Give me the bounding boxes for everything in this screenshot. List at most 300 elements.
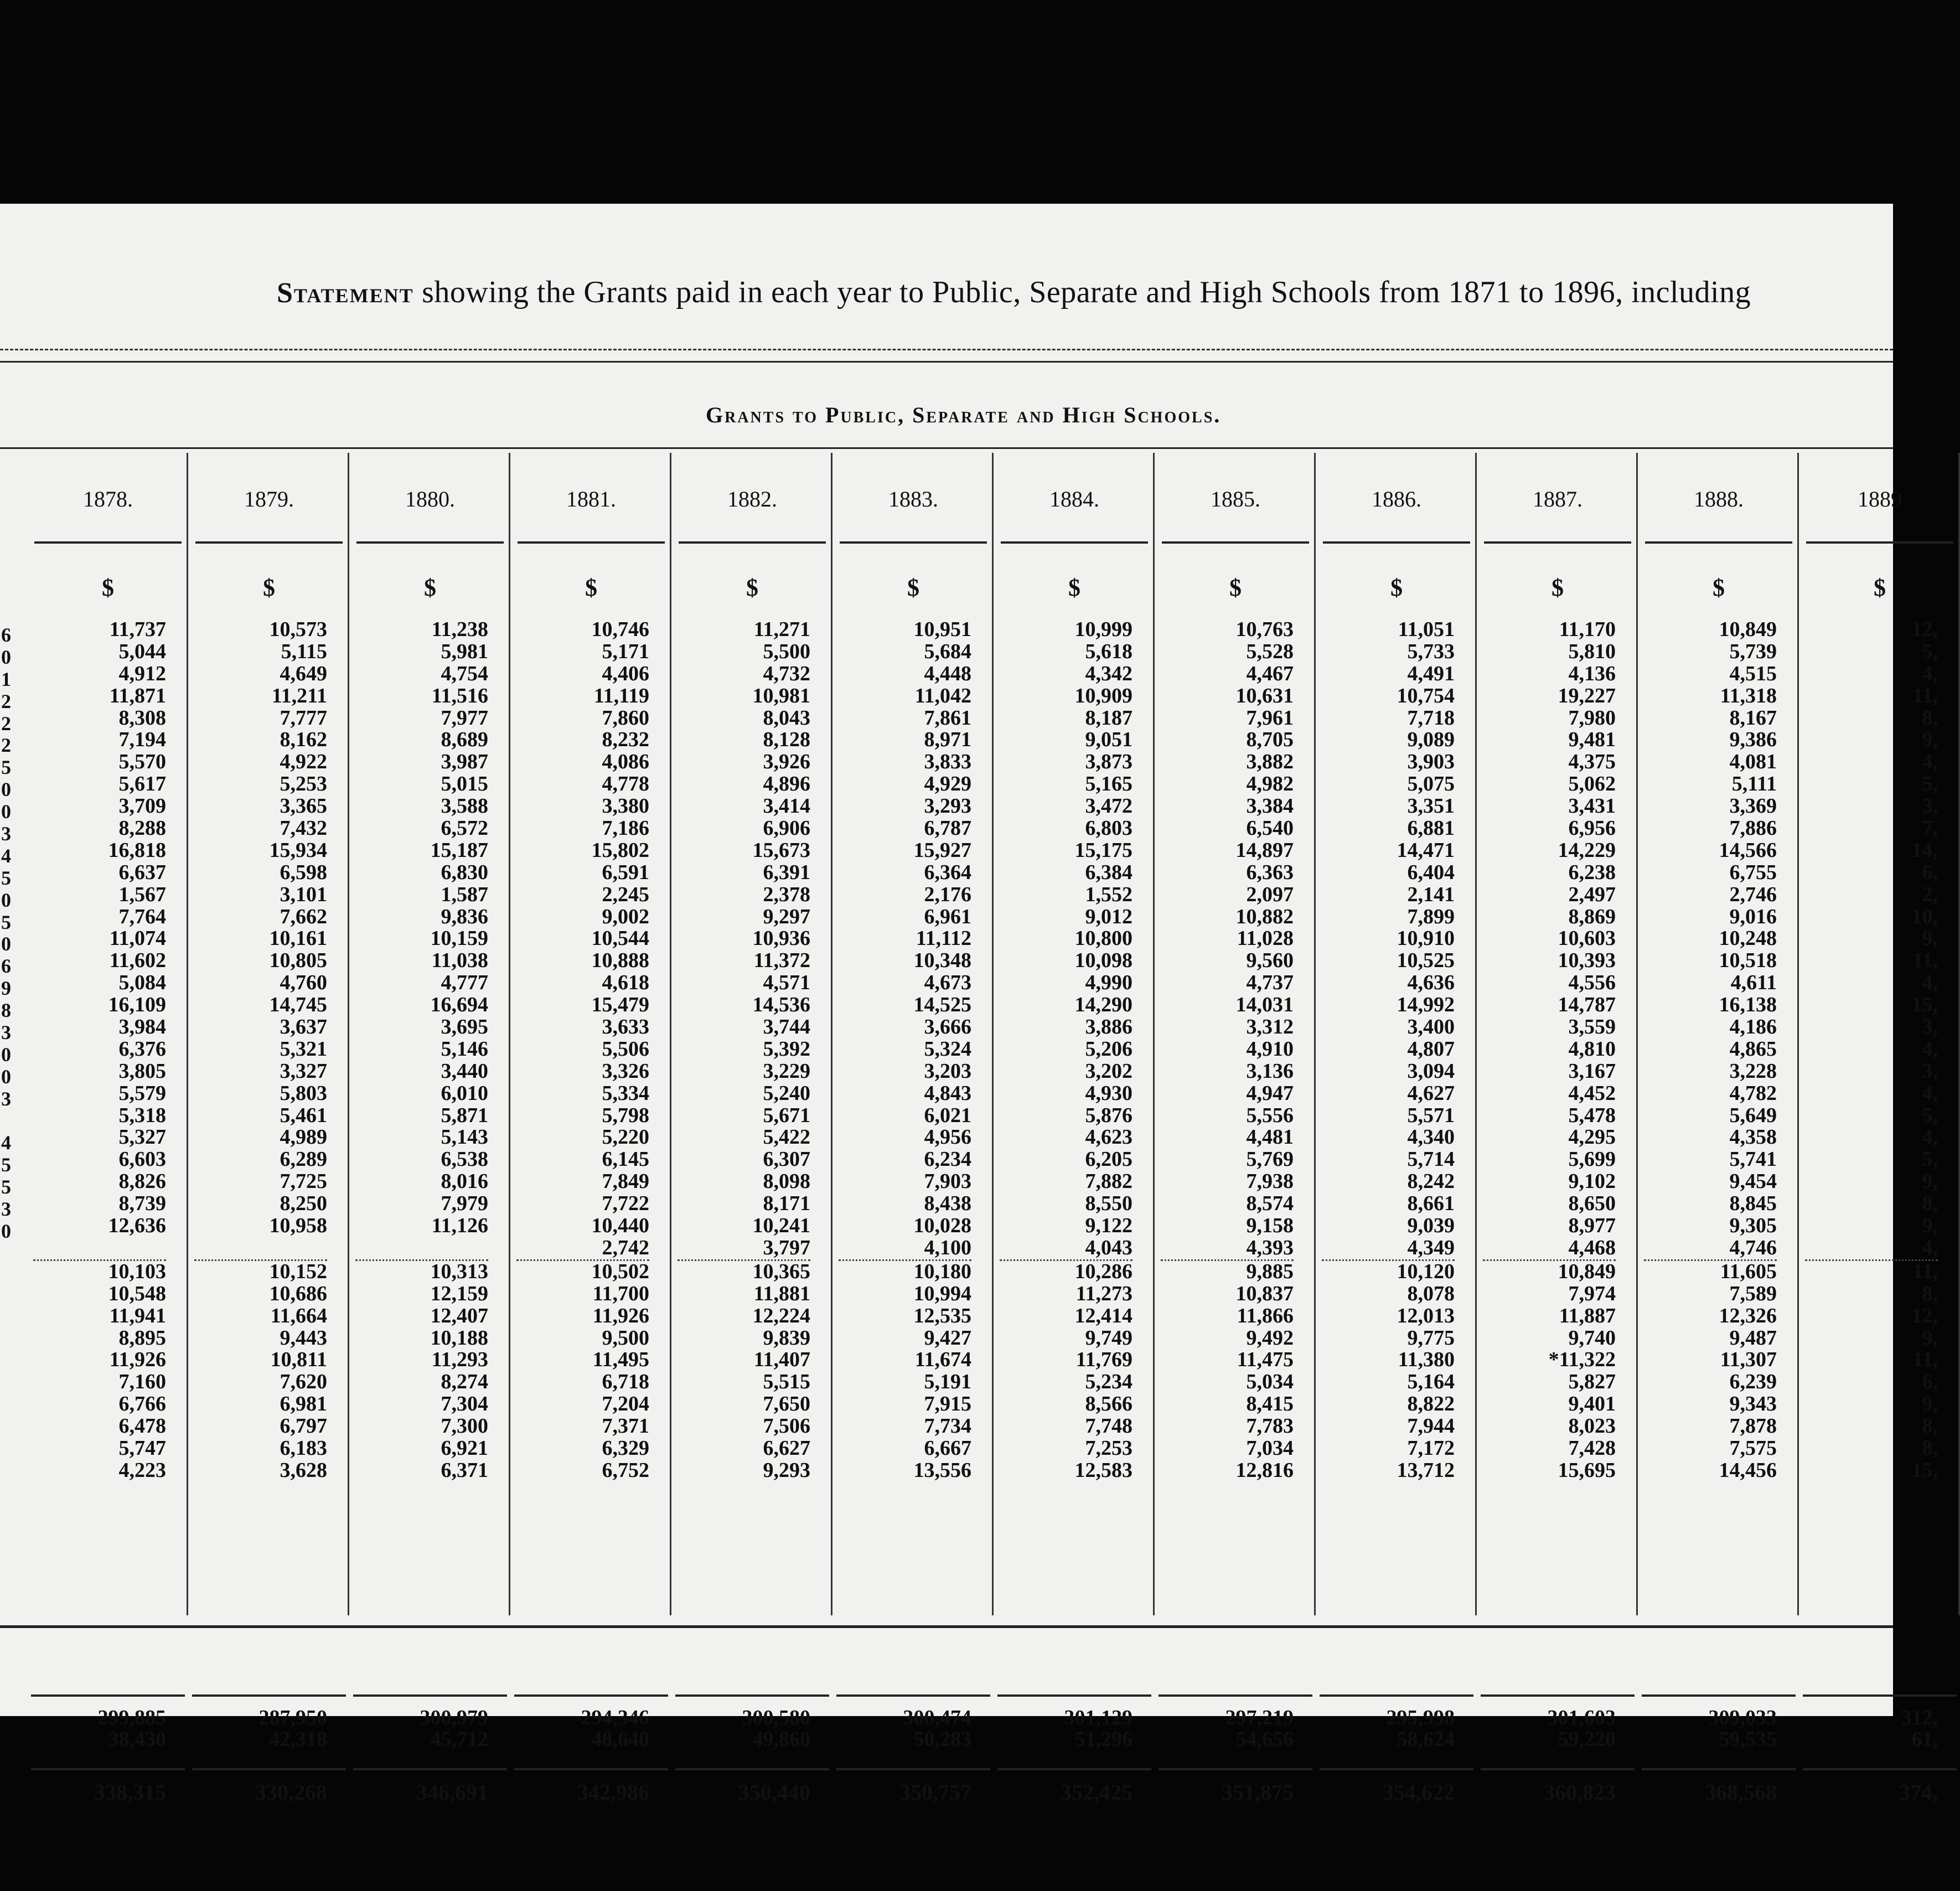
subtotal-value: 38,430	[108, 1728, 166, 1751]
grant-value: 5,165	[1085, 772, 1132, 796]
grant-value: 12,414	[1074, 1304, 1132, 1327]
grant-value: 10,152	[194, 1259, 327, 1283]
grant-value: 2,497	[1568, 882, 1616, 906]
grant-value: 6,234	[924, 1148, 971, 1171]
grant-value: 4,810	[1568, 1037, 1616, 1061]
grant-value: 6,627	[763, 1436, 810, 1460]
grant-value: 10,994	[913, 1282, 971, 1305]
grant-value: 8,	[1922, 706, 1938, 730]
grant-value: 3,327	[280, 1059, 327, 1083]
grant-value: 7,650	[763, 1392, 810, 1416]
grant-value: *11,322	[1548, 1348, 1616, 1372]
grant-value: 10,573	[269, 618, 327, 641]
grant-value: 3,633	[602, 1015, 649, 1039]
statement-title	[277, 275, 1915, 310]
grant-value: 4,623	[1085, 1125, 1132, 1149]
left-fragment: 1	[1, 668, 11, 690]
grant-value: 6,	[1922, 860, 1938, 884]
grant-value: 5,671	[763, 1103, 810, 1127]
grant-value: 3,559	[1568, 1015, 1616, 1039]
grant-value: 7,186	[602, 817, 649, 840]
grant-value: 5,075	[1407, 772, 1455, 796]
grant-value: 12,816	[1235, 1458, 1294, 1482]
grant-value: 4,375	[1568, 750, 1616, 774]
grant-value: 11,273	[1075, 1282, 1132, 1305]
grant-value: 5,084	[118, 971, 166, 995]
grant-value: 4,515	[1729, 662, 1777, 685]
grant-value: 10,098	[1074, 949, 1132, 973]
dollar-sign: $	[1874, 574, 1886, 601]
grant-value: 14,787	[1558, 993, 1616, 1017]
grant-value: 5,	[1922, 772, 1938, 796]
column-divider	[1475, 453, 1477, 1615]
grant-value: 4,467	[1246, 662, 1294, 685]
grant-value: 13,556	[913, 1458, 971, 1482]
grant-value: 8,308	[118, 706, 166, 730]
grand-total-rule	[836, 1768, 990, 1770]
grant-value: 9,002	[602, 905, 649, 928]
subtotal-value: 295,998	[1386, 1706, 1455, 1729]
grant-value: 8,971	[924, 728, 971, 752]
grant-value: 8,171	[763, 1192, 810, 1216]
header-rule	[0, 447, 1893, 449]
grant-value: 7,944	[1407, 1414, 1455, 1438]
left-edge-fragments	[0, 624, 11, 1243]
totals-rule	[1803, 1694, 1957, 1697]
grant-value: 5,115	[281, 639, 327, 663]
grant-value: 10,161	[269, 927, 327, 950]
subtotal-value: 297,219	[1225, 1706, 1294, 1729]
grant-value: 7,915	[924, 1392, 971, 1416]
grant-value: 12,583	[1074, 1458, 1132, 1482]
grant-value: 10,686	[269, 1282, 327, 1305]
grant-value: 12,	[1911, 1304, 1938, 1327]
grant-value: 9,839	[763, 1326, 810, 1350]
grant-value: 19,227	[1558, 684, 1616, 707]
grant-value: 8,098	[763, 1170, 810, 1194]
grant-value: 15,695	[1558, 1458, 1616, 1482]
subtotal-value: 58,624	[1397, 1728, 1455, 1751]
grant-value: 4,	[1922, 1236, 1938, 1259]
grant-value: 9,443	[280, 1326, 327, 1350]
grant-value: 3,293	[924, 794, 971, 818]
totals-rule	[514, 1694, 668, 1697]
grant-value: 11,	[1912, 949, 1938, 973]
grant-value: 10,241	[752, 1214, 810, 1238]
grant-value: 10,188	[430, 1326, 488, 1350]
grant-value: 11,866	[1237, 1304, 1294, 1327]
grant-value: 5,827	[1568, 1370, 1616, 1394]
grant-value: 5,506	[602, 1037, 649, 1061]
grant-value: 5,062	[1568, 772, 1616, 796]
grand-total: 342,986	[577, 1780, 649, 1805]
grant-value: 5,617	[118, 772, 166, 796]
grant-value: 4,910	[1246, 1037, 1294, 1061]
grant-value: 9,401	[1568, 1392, 1616, 1416]
grant-value: 11,407	[753, 1348, 810, 1372]
grant-value: 16,694	[430, 993, 488, 1017]
left-fragment: 0	[1, 800, 11, 823]
grant-value: 4,393	[1246, 1236, 1294, 1259]
grant-value: 10,849	[1483, 1259, 1616, 1283]
column-divider	[509, 453, 510, 1615]
subtotals	[355, 1707, 488, 1750]
left-fragment: 3	[1, 1198, 11, 1221]
grant-value: 3,414	[763, 794, 810, 818]
left-fragment: 2	[1, 712, 11, 735]
title-rule-dashed	[0, 349, 1893, 350]
grant-value: 8,415	[1246, 1392, 1294, 1416]
dollar-sign: $	[424, 574, 436, 601]
grant-value: 6,238	[1568, 860, 1616, 884]
grant-value: 6,239	[1729, 1370, 1777, 1394]
grant-value: 1,587	[441, 882, 488, 906]
grant-value: 7,432	[280, 817, 327, 840]
grant-value: 3,312	[1246, 1015, 1294, 1039]
grant-value: 8,650	[1568, 1192, 1616, 1216]
grant-value: 8,023	[1568, 1414, 1616, 1438]
grand-total-rule	[1481, 1768, 1635, 1770]
grant-value: 3,695	[441, 1015, 488, 1039]
left-fragment: 0	[1, 1043, 11, 1066]
grant-value: 8,187	[1085, 706, 1132, 730]
title-rule	[0, 361, 1893, 363]
totals-rule	[1159, 1694, 1312, 1697]
grant-value: 6,752	[602, 1458, 649, 1482]
grant-value: 4,737	[1246, 971, 1294, 995]
grant-value: 9,386	[1729, 728, 1777, 752]
left-fragment: 3	[1, 823, 11, 845]
grant-value: 5,	[1922, 639, 1938, 663]
grant-value: 11,372	[753, 949, 810, 973]
grant-value: 4,807	[1407, 1037, 1455, 1061]
left-fragment: 0	[1, 888, 11, 911]
year-header: 1884.	[1049, 487, 1099, 512]
grant-value: 3,926	[763, 750, 810, 774]
grant-value: 4,556	[1568, 971, 1616, 995]
grant-value: 6,289	[280, 1148, 327, 1171]
left-fragment: 3	[1, 1021, 11, 1044]
grant-value: 10,910	[1397, 927, 1455, 950]
grant-values	[33, 619, 166, 1482]
subtotal-value: 42,318	[269, 1728, 327, 1751]
grant-value: 11,495	[592, 1348, 649, 1372]
grant-value: 11,674	[914, 1348, 971, 1372]
totals-rule	[675, 1694, 829, 1697]
subtotal-value: 309,033	[1708, 1706, 1777, 1729]
grand-total: 351,875	[1222, 1780, 1294, 1805]
grant-value: 5,422	[763, 1125, 810, 1149]
grant-values	[1644, 619, 1777, 1482]
left-fragment: 9	[1, 977, 11, 1000]
subtotal-value: 299,885	[97, 1706, 166, 1729]
grant-value: 3,202	[1085, 1059, 1132, 1083]
grant-value: 7,882	[1085, 1170, 1132, 1194]
grant-value: 10,603	[1558, 927, 1616, 950]
subtotal-value: 51,296	[1074, 1728, 1132, 1751]
grant-value: 4,	[1922, 750, 1938, 774]
grant-value: 7,849	[602, 1170, 649, 1194]
grant-value: 9,293	[763, 1458, 810, 1482]
grant-value: 11,664	[270, 1304, 327, 1327]
year-header: 1878.	[83, 487, 133, 512]
subtotals	[1000, 1707, 1132, 1750]
grant-value: 7,300	[441, 1414, 488, 1438]
grant-value: 4,618	[602, 971, 649, 995]
grant-value: 15,479	[591, 993, 649, 1017]
grant-value: 8,	[1922, 1414, 1938, 1438]
grant-value: 10,631	[1235, 684, 1294, 707]
grant-value: 11,926	[592, 1304, 649, 1327]
grant-value: 8,895	[118, 1326, 166, 1350]
grant-value: 3,	[1922, 1059, 1938, 1083]
grant-value: 3,984	[118, 1015, 166, 1039]
grant-value: 3,805	[118, 1059, 166, 1083]
grant-value: 6,830	[441, 860, 488, 884]
grant-value: 2,176	[924, 882, 971, 906]
grant-value: 3,400	[1407, 1015, 1455, 1039]
grant-value: 8,869	[1568, 905, 1616, 928]
grant-value: 4,406	[602, 662, 649, 685]
grant-value: 8,977	[1568, 1214, 1616, 1238]
subtotal-value: 59,535	[1719, 1728, 1777, 1751]
grant-value: 8,128	[763, 728, 810, 752]
dollar-sign: $	[1229, 574, 1242, 601]
grant-value: 3,136	[1246, 1059, 1294, 1083]
left-fragment: 5	[1, 756, 11, 779]
grant-value: 7,980	[1568, 706, 1616, 730]
grant-value: 5,191	[924, 1370, 971, 1394]
grant-value: 6,384	[1085, 860, 1132, 884]
grant-value: 10,	[1911, 905, 1938, 928]
grant-value: 11,238	[431, 618, 488, 641]
subtotal-value: 287,950	[258, 1706, 327, 1729]
grant-value: 4,043	[1085, 1236, 1132, 1259]
grant-value: 5,981	[441, 639, 488, 663]
grant-value: 11,516	[431, 684, 488, 707]
year-header: 1885.	[1211, 487, 1260, 512]
year-header: 1881.	[566, 487, 616, 512]
grant-value: 8,822	[1407, 1392, 1455, 1416]
left-fragment: 6	[1, 955, 11, 978]
grant-value: 7,172	[1407, 1436, 1455, 1460]
grant-value: 9,343	[1729, 1392, 1777, 1416]
grant-value: 5,206	[1085, 1037, 1132, 1061]
grant-value: 7,034	[1246, 1436, 1294, 1460]
grant-value: 11,170	[1559, 618, 1616, 641]
grant-value: 14,566	[1719, 838, 1777, 862]
year-header: 1886.	[1372, 487, 1421, 512]
grant-value: 5,570	[118, 750, 166, 774]
grand-total-rule	[675, 1768, 829, 1770]
year-header: 1889	[1858, 487, 1902, 512]
grant-value: 11,	[1805, 1259, 1938, 1283]
year-rule	[1001, 541, 1148, 544]
grant-value: 8,078	[1407, 1282, 1455, 1305]
grant-value: 4,843	[924, 1081, 971, 1105]
grant-value: 3,351	[1407, 794, 1455, 818]
grant-value: 11,605	[1644, 1259, 1777, 1283]
grant-value: 3,744	[763, 1015, 810, 1039]
grant-value: 9,122	[1085, 1214, 1132, 1238]
grant-value: 10,999	[1074, 618, 1132, 641]
grand-total-rule	[192, 1768, 346, 1770]
grant-value: 2,245	[602, 882, 649, 906]
grant-value: 8,167	[1729, 706, 1777, 730]
grant-value: 6,956	[1568, 817, 1616, 840]
grant-value: 7,428	[1568, 1436, 1616, 1460]
grant-value: 9,481	[1568, 728, 1616, 752]
left-fragment: 5	[1, 1176, 11, 1198]
grant-value: 5,769	[1246, 1148, 1294, 1171]
grant-value: 9,749	[1085, 1326, 1132, 1350]
subtotal-value: 294,346	[581, 1706, 649, 1729]
subtotals	[1161, 1707, 1294, 1750]
grant-value: 4,481	[1246, 1125, 1294, 1149]
grant-value: 10,800	[1074, 927, 1132, 950]
grant-value: 4,673	[924, 971, 971, 995]
grant-value: 6,	[1922, 1370, 1938, 1394]
grant-value: 9,454	[1729, 1170, 1777, 1194]
grant-value: 9,500	[602, 1326, 649, 1350]
subtotals	[678, 1707, 810, 1750]
grand-total: 346,691	[416, 1780, 488, 1805]
grant-value: 5,810	[1568, 639, 1616, 663]
left-fragment: 2	[1, 734, 11, 757]
subtotal-value: 59,220	[1558, 1728, 1616, 1751]
grant-value: 6,981	[280, 1392, 327, 1416]
grant-value: 10,548	[108, 1282, 166, 1305]
grant-value: 9,492	[1246, 1326, 1294, 1350]
grant-value: 5,556	[1246, 1103, 1294, 1127]
grant-value: 8,550	[1085, 1192, 1132, 1216]
grant-value: 14,745	[269, 993, 327, 1017]
grant-value: 7,589	[1729, 1282, 1777, 1305]
grant-value: 14,992	[1397, 993, 1455, 1017]
grant-value: 4,342	[1085, 662, 1132, 685]
grant-value: 5,871	[441, 1103, 488, 1127]
grant-value: 4,627	[1407, 1081, 1455, 1105]
grant-value: 5,618	[1085, 639, 1132, 663]
grant-value: 9,	[1922, 1392, 1938, 1416]
subtotal-value: 300,979	[420, 1706, 488, 1729]
grand-total-rule	[1159, 1768, 1312, 1770]
grand-total: 354,622	[1383, 1780, 1455, 1805]
grant-value: 14,536	[752, 993, 810, 1017]
grant-value: 5,146	[441, 1037, 488, 1061]
grant-value: 8,	[1922, 1192, 1938, 1216]
grant-value: 5,253	[280, 772, 327, 796]
grant-value: 4,865	[1729, 1037, 1777, 1061]
grant-value: 9,	[1922, 1214, 1938, 1238]
grant-value: 12,636	[108, 1214, 166, 1238]
grant-value: 4,340	[1407, 1125, 1455, 1149]
year-rule	[1323, 541, 1470, 544]
grant-value: 11,074	[109, 927, 166, 950]
grant-value: 6,598	[280, 860, 327, 884]
grant-value: 3,833	[924, 750, 971, 774]
grant-value: 4,922	[280, 750, 327, 774]
grant-value: 14,031	[1235, 993, 1294, 1017]
grant-value: 4,	[1922, 1037, 1938, 1061]
grant-value: 10,951	[913, 618, 971, 641]
grant-value: 8,232	[602, 728, 649, 752]
grant-value: 10,348	[913, 949, 971, 973]
grant-value: 7,718	[1407, 706, 1455, 730]
grant-value: 9,016	[1729, 905, 1777, 928]
column-divider	[348, 453, 349, 1615]
left-fragment: 0	[1, 1220, 11, 1243]
grant-value: 7,938	[1246, 1170, 1294, 1194]
grant-value: 7,748	[1085, 1414, 1132, 1438]
grant-value: 5,500	[763, 639, 810, 663]
grant-value: 8,826	[118, 1170, 166, 1194]
grant-value: 15,187	[430, 838, 488, 862]
grant-value: 3,380	[602, 794, 649, 818]
grant-value: 4,947	[1246, 1081, 1294, 1105]
column-divider	[1153, 453, 1155, 1615]
grand-total-rule	[353, 1768, 507, 1770]
column-divider	[1636, 453, 1638, 1615]
grant-value: 10,544	[591, 927, 649, 950]
left-fragment: 8	[1, 999, 11, 1022]
grant-value: 7,506	[763, 1414, 810, 1438]
grant-value: 6,591	[602, 860, 649, 884]
grant-value: 5,739	[1729, 639, 1777, 663]
title-lead: Statement	[277, 277, 414, 309]
grant-value: 4,982	[1246, 772, 1294, 796]
grant-value: 6,787	[924, 817, 971, 840]
column-divider	[187, 453, 188, 1615]
grant-value: 7,886	[1729, 817, 1777, 840]
grant-value: 5,327	[118, 1125, 166, 1149]
grant-value: 3,326	[602, 1059, 649, 1083]
column-divider	[992, 453, 994, 1615]
grant-value: 14,	[1911, 838, 1938, 862]
grant-value: 3,	[1922, 794, 1938, 818]
grant-value: 3,229	[763, 1059, 810, 1083]
grant-value: 3,101	[280, 882, 327, 906]
grant-value: 12,159	[430, 1282, 488, 1305]
title-rest: showing the Grants paid in each year to Public, Separate and High Schools from 1871 to 1896, including	[422, 275, 1751, 309]
grant-value: 7,160	[118, 1370, 166, 1394]
grant-value: 4,349	[1407, 1236, 1455, 1259]
grant-value: 8,739	[118, 1192, 166, 1216]
grant-value: 3,666	[924, 1015, 971, 1039]
grant-value: 11,293	[431, 1348, 488, 1372]
grant-value: 10,837	[1235, 1282, 1294, 1305]
grant-value: 12,013	[1397, 1304, 1455, 1327]
totals-rule	[31, 1694, 185, 1697]
grant-value: 8,242	[1407, 1170, 1455, 1194]
grant-value: 15,	[1911, 1458, 1938, 1482]
grant-values	[678, 619, 810, 1482]
grant-value: 8,288	[118, 817, 166, 840]
grant-value: 8,705	[1246, 728, 1294, 752]
dollar-sign: $	[263, 574, 275, 601]
grant-value: 7,722	[602, 1192, 649, 1216]
grant-value: 4,990	[1085, 971, 1132, 995]
year-rule	[356, 541, 504, 544]
grant-value: 2,378	[763, 882, 810, 906]
year-rule	[1484, 541, 1631, 544]
grant-value: 12,326	[1719, 1304, 1777, 1327]
grant-value: 4,929	[924, 772, 971, 796]
grant-values	[355, 619, 488, 1482]
grand-total-rule	[31, 1768, 185, 1770]
grant-value: 15,	[1911, 993, 1938, 1017]
totals-rule	[997, 1694, 1151, 1697]
